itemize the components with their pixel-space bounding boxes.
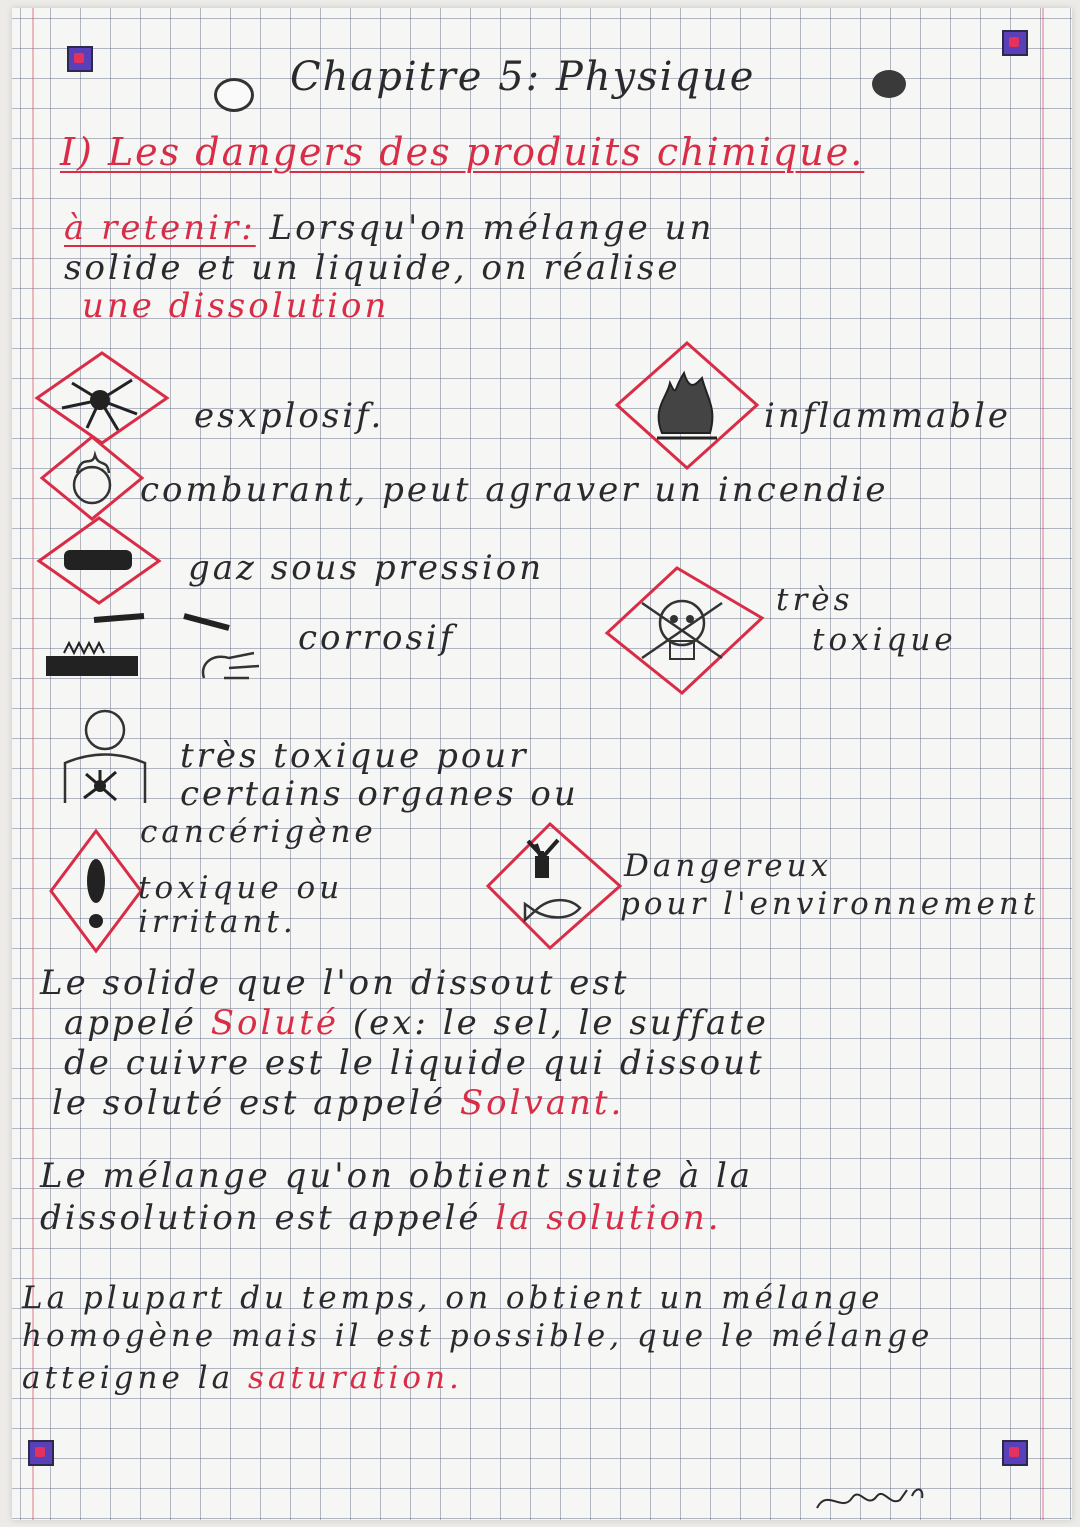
rule-highlight: une dissolution <box>82 286 390 326</box>
environment-icon <box>480 816 630 956</box>
term-solvent: Solvant. <box>459 1083 625 1123</box>
corner-marker <box>28 1440 54 1466</box>
term-solution: la solution. <box>495 1198 722 1238</box>
rule-line-2: solide et un liquide, on réalise <box>64 248 681 288</box>
flame-icon <box>612 338 762 473</box>
pictogram-label-gas: gaz sous pression <box>188 548 545 588</box>
page-title: Chapitre 5: Physique <box>290 54 756 100</box>
paragraph-1-line-2 <box>64 1003 769 1043</box>
corner-marker <box>1002 1440 1028 1466</box>
pictogram-label-irritant-1: toxique ou <box>138 870 344 906</box>
pictogram-label-health-2: certains organes ou <box>180 774 579 814</box>
text-segment: appelé <box>64 1003 197 1043</box>
pictogram-label-environment-1: Dangereux <box>624 848 833 884</box>
pictogram-label-irritant-2: irritant. <box>138 904 297 940</box>
pictogram-label-environment-2: pour l'environnement <box>620 886 1040 922</box>
paragraph-3-line-3 <box>22 1360 463 1396</box>
paragraph-3-line-1: La plupart du temps, on obtient un mélange <box>22 1280 884 1316</box>
skull-icon <box>602 563 767 698</box>
pictogram-label-toxic-1: très <box>776 582 854 618</box>
paragraph-1-line-1: Le solide que l'on dissout est <box>40 963 630 1003</box>
text-segment: dissolution est appelé <box>40 1198 482 1238</box>
rule-line-1 <box>64 208 714 248</box>
text-segment: atteigne la <box>22 1360 235 1396</box>
term-saturation: saturation. <box>247 1360 463 1396</box>
pictogram-label-health-1: très toxique pour <box>180 736 529 776</box>
section-number: I) <box>60 130 94 174</box>
binder-hole <box>872 70 906 98</box>
paragraph-3-line-2: homogène mais il est possible, que le mélange <box>22 1318 934 1354</box>
paragraph-1-line-3: de cuivre est le liquide qui dissout <box>64 1043 765 1083</box>
section-title: Les dangers des produits chimique. <box>107 130 865 174</box>
signature-scribble <box>812 1478 952 1518</box>
pictogram-label-corrosive: corrosif <box>298 618 456 658</box>
paragraph-2-line-1: Le mélange qu'on obtient suite à la <box>40 1156 754 1196</box>
margin-line <box>1042 8 1044 1520</box>
term-solute: Soluté <box>210 1003 340 1043</box>
pictogram-label-flammable: inflammable <box>764 396 1012 436</box>
pictogram-label-explosive: esxplosif. <box>194 396 385 436</box>
health-hazard-icon <box>50 708 160 808</box>
text-segment: le soluté est appelé <box>52 1083 447 1123</box>
paragraph-2-line-2 <box>40 1198 722 1238</box>
pictogram-label-health-3: cancérigène <box>140 814 377 850</box>
notebook-page <box>12 8 1072 1520</box>
section-heading <box>60 130 864 174</box>
corrosion-icon <box>34 608 274 693</box>
binder-hole <box>214 78 254 112</box>
corner-marker <box>67 46 93 72</box>
paragraph-1-line-4 <box>52 1083 624 1123</box>
rule-text: Lorsqu'on mélange un <box>269 208 715 248</box>
oxidizer-icon <box>37 433 147 523</box>
text-segment: (ex: le sel, le suffate <box>352 1003 769 1043</box>
corner-marker <box>1002 30 1028 56</box>
rule-label: à retenir: <box>64 208 256 248</box>
gas-cylinder-icon <box>34 513 164 608</box>
exclamation-icon <box>46 826 146 956</box>
pictogram-label-toxic-2: toxique <box>812 622 957 658</box>
pictogram-label-oxidizer: comburant, peut agraver un incendie <box>140 470 889 510</box>
